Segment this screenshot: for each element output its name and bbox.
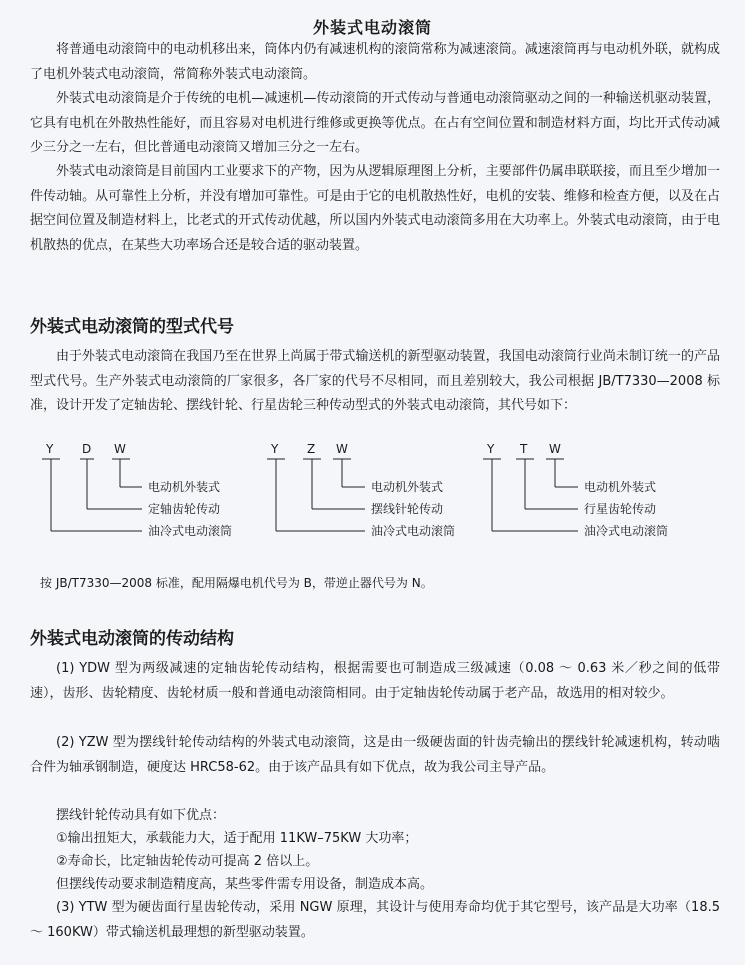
code-label: 电动机外装式	[148, 480, 221, 494]
code-letter: W	[549, 442, 561, 456]
code-letter: W	[336, 442, 348, 456]
advantages-note: 但摆线传动要求制造精度高，某些零件需专用设备，制造成本高。	[56, 877, 434, 892]
transmission-item-1: (1) YDW 型为两级减速的定轴齿轮传动结构，根据需要也可制造成三级减速（0.08 ～ 0.63 米／秒之间的低带速），齿形、齿轮精度、齿轮材质一般和普通电动滚筒相同。由于定轴齿轮传动属于老产品，故选用的相对较少。	[30, 661, 720, 701]
section-heading-model-code: 外装式电动滚筒的型式代号	[30, 317, 234, 337]
model-code-diagram	[30, 442, 720, 555]
intro-paragraph-2: 外装式电动滚筒是介于传统的电机—减速机—传动滚筒的开式传动与普通电动滚筒驱动之间的一种输送机驱动装置，它具有电机在外散热性能好，而且容易对电机进行维修或更换等优点。在占有空间位置和制造材料方面，均比开式传动减少三分之一左右，但比普通电动滚筒又增加三分之一左右。	[30, 91, 720, 156]
standard-note: 按 JB/T7330—2008 标准，配用隔爆电机代号为 B，带逆止器代号为 N。	[40, 576, 433, 590]
code-letter: Y	[487, 442, 495, 456]
code-letter: Y	[46, 442, 54, 456]
code-label: 电动机外装式	[584, 480, 657, 494]
code-label: 电动机外装式	[371, 480, 444, 494]
intro-paragraph-3: 外装式电动滚筒是目前国内工业要求下的产物，因为从逻辑原理图上分析，主要部件仍属串联联接，而且至少增加一件传动轴。从可靠性上分析，并没有增加可靠性。可是由于它的电机散热性好，电机的安装、维修和检查方便，以及在占据空间位置及制造材料上，比老式的开式传动优越，所以国内外装式电动滚筒多用在大功率上。外装式电动滚筒，由于电机散热的优点，在某些大功率场合还是较合适的驱动装置。	[30, 164, 720, 253]
code-letter: T	[520, 442, 528, 456]
code-label: 行星齿轮传动	[584, 502, 657, 516]
code-label: 油冷式电动滚筒	[584, 524, 669, 538]
advantage-item-2: ②寿命长，比定轴齿轮传动可提高 2 倍以上。	[56, 854, 319, 869]
advantages-title: 摆线针轮传动具有如下优点：	[56, 808, 226, 823]
model-code-paragraph: 由于外装式电动滚筒在我国乃至在世界上尚属于带式输送机的新型驱动装置，我国电动滚筒行业尚未制订统一的产品型式代号。生产外装式电动滚筒的厂家很多，各厂家的代号不尽相同，而且差别较大，我公司根据 JB/T7330—2008 标准，设计开发了定轴齿轮、摆线针轮、行星齿轮三种传动型式的外装式电动滚筒，其代号如下：	[30, 349, 720, 414]
code-label: 油冷式电动滚筒	[371, 524, 456, 538]
intro-paragraph-1: 将普通电动滚筒中的电动机移出来，筒体内仍有减速机构的滚筒常称为减速滚筒。减速滚筒再与电动机外联，就构成了电机外装式电动滚筒，常简称外装式电动滚筒。	[30, 42, 720, 82]
transmission-item-2: (2) YZW 型为摆线针轮传动结构的外装式电动滚筒，这是由一级硬齿面的针齿壳输出的摆线针轮减速机构，转动啮合件为轴承钢制造，硬度达 HRC58-62。由于该产品具有如下优点，故为我公司主导产品。	[30, 735, 720, 775]
transmission-item-3: (3) YTW 型为硬齿面行星齿轮传动，采用 NGW 原理，其设计与使用寿命均优于其它型号，该产品是大功率（18.5 ～ 160KW）带式输送机最理想的新型驱动装置。	[30, 900, 720, 940]
code-letter: D	[82, 442, 92, 456]
code-letter: Y	[271, 442, 279, 456]
model-code-bracket-lines	[30, 445, 720, 555]
code-letter: W	[114, 442, 126, 456]
code-label: 油冷式电动滚筒	[148, 524, 233, 538]
advantage-item-1: ①输出扭矩大，承载能力大，适于配用 11KW–75KW 大功率；	[56, 831, 418, 846]
code-label: 摆线针轮传动	[371, 502, 444, 516]
document-title: 外装式电动滚筒	[312, 17, 432, 37]
code-label: 定轴齿轮传动	[148, 502, 221, 516]
code-letter: Z	[307, 442, 316, 456]
section-heading-transmission: 外装式电动滚筒的传动结构	[30, 629, 234, 649]
